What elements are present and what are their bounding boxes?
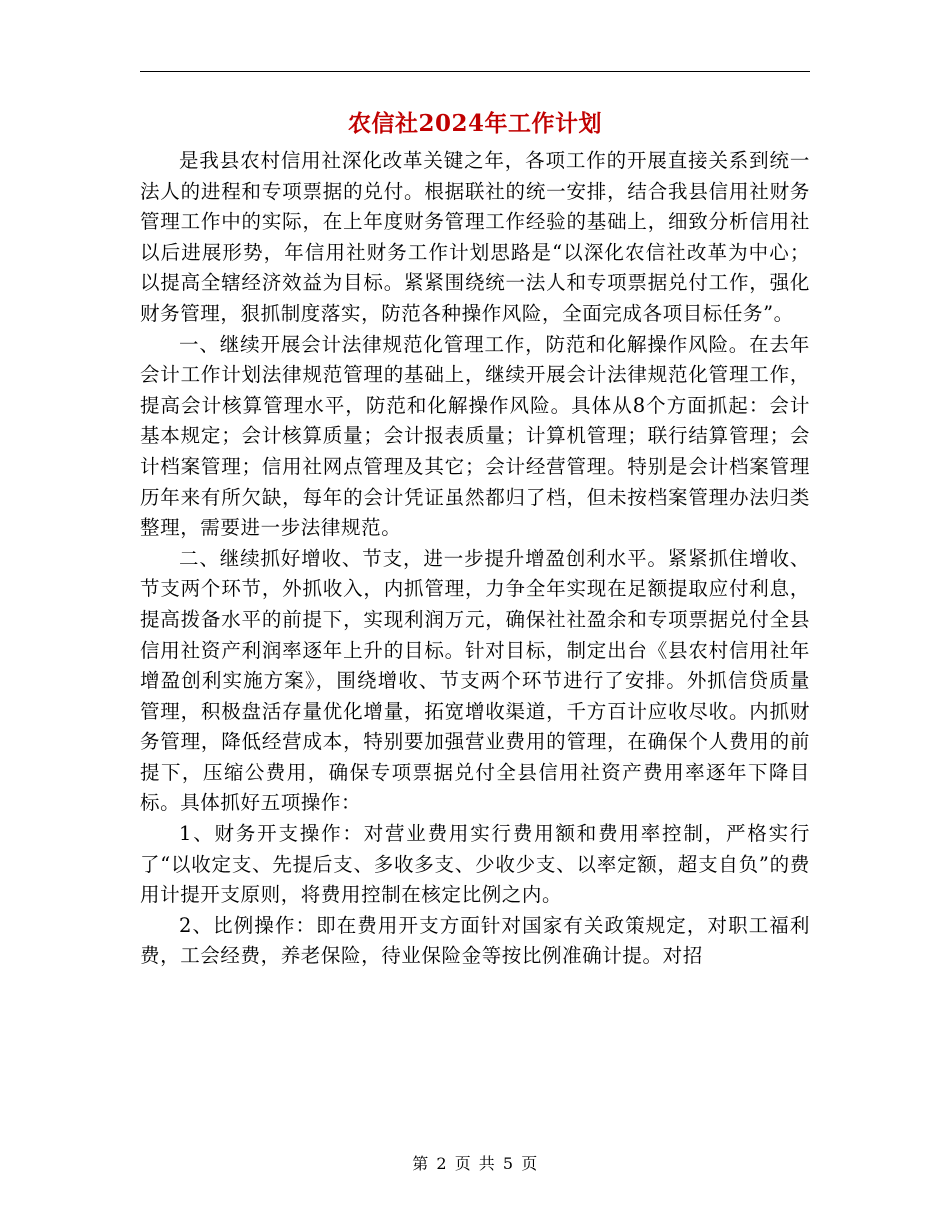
footer-prefix: 第 — [412, 1154, 429, 1173]
header-rule — [140, 71, 810, 72]
document-title: 农信社2024年工作计划 — [347, 110, 602, 137]
page-footer — [0, 1153, 950, 1175]
paragraph-item-1: 1、财务开支操作：对营业费用实行费用额和费用率控制，严格实行了“以收定支、先提后支、多收多支、少收少支、以率定额，超支自负”的费用计提开支原则，将费用控制在核定比例之内。 — [140, 822, 810, 907]
document-body — [140, 146, 810, 972]
footer-total-unit: 页 — [521, 1154, 538, 1173]
paragraph-intro: 是我县农村信用社深化改革关键之年，各项工作的开展直接关系到统一法人的进程和专项票据的兑付。根据联社的统一安排，结合我县信用社财务管理工作中的实际，在上年度财务管理工作经验的基础上，细致分析信用社以后进展形势，年信用社财务工作计划思路是“以深化农信社改革为中心；以提高全辖经济效益为目标。紧紧围绕统一法人和专项票据兑付工作，强化财务管理，狠抓制度落实，防范各种操作风险，全面完成各项目标任务”。 — [140, 149, 810, 325]
paragraph-section-2: 二、继续抓好增收、节支，进一步提升增盈创利水平。紧紧抓住增收、节支两个环节，外抓收入，内抓管理，力争全年实现在足额提取应付利息，提高拨备水平的前提下，实现利润万元，确保社社盈余和专项票据兑付全县信用社资产利润率逐年上升的目标。针对目标，制定出台《县农村信用社年增盈创利实施方案》，围绕增收、节支两个环节进行了安排。外抓信贷质量管理，积极盘活存量优化增量，拓宽增收渠道，千方百计应收尽收。内抓财务管理，降低经营成本，特别要加强营业费用的管理，在确保个人费用的前提下，压缩公费用，确保专项票据兑付全县信用社资产费用率逐年下降目标。具体抓好五项操作： — [140, 546, 810, 815]
footer-total-prefix: 共 — [478, 1154, 496, 1173]
paragraph-section-1: 一、继续开展会计法律规范化管理工作，防范和化解操作风险。在去年会计工作计划法律规范管理的基础上，继续开展会计法律规范化管理工作，提高会计核算管理水平，防范和化解操作风险。具体从8个方面抓起：会计基本规定；会计核算质量；会计报表质量；计算机管理；联行结算管理；会计档案管理；信用社网点管理及其它；会计经营管理。特别是会计档案管理历年来有所欠缺，每年的会计凭证虽然都归了档，但未按档案管理办法归类整理，需要进一步法律规范。 — [140, 332, 810, 540]
paragraph-item-2: 2、比例操作：即在费用开支方面针对国家有关政策规定，对职工福利费，工会经费，养老保险，待业保险金等按比例准确计提。对招 — [140, 913, 810, 968]
footer-page-unit: 页 — [454, 1154, 472, 1173]
footer-total-pages: 5 — [502, 1154, 514, 1173]
footer-current-page: 2 — [436, 1154, 448, 1173]
